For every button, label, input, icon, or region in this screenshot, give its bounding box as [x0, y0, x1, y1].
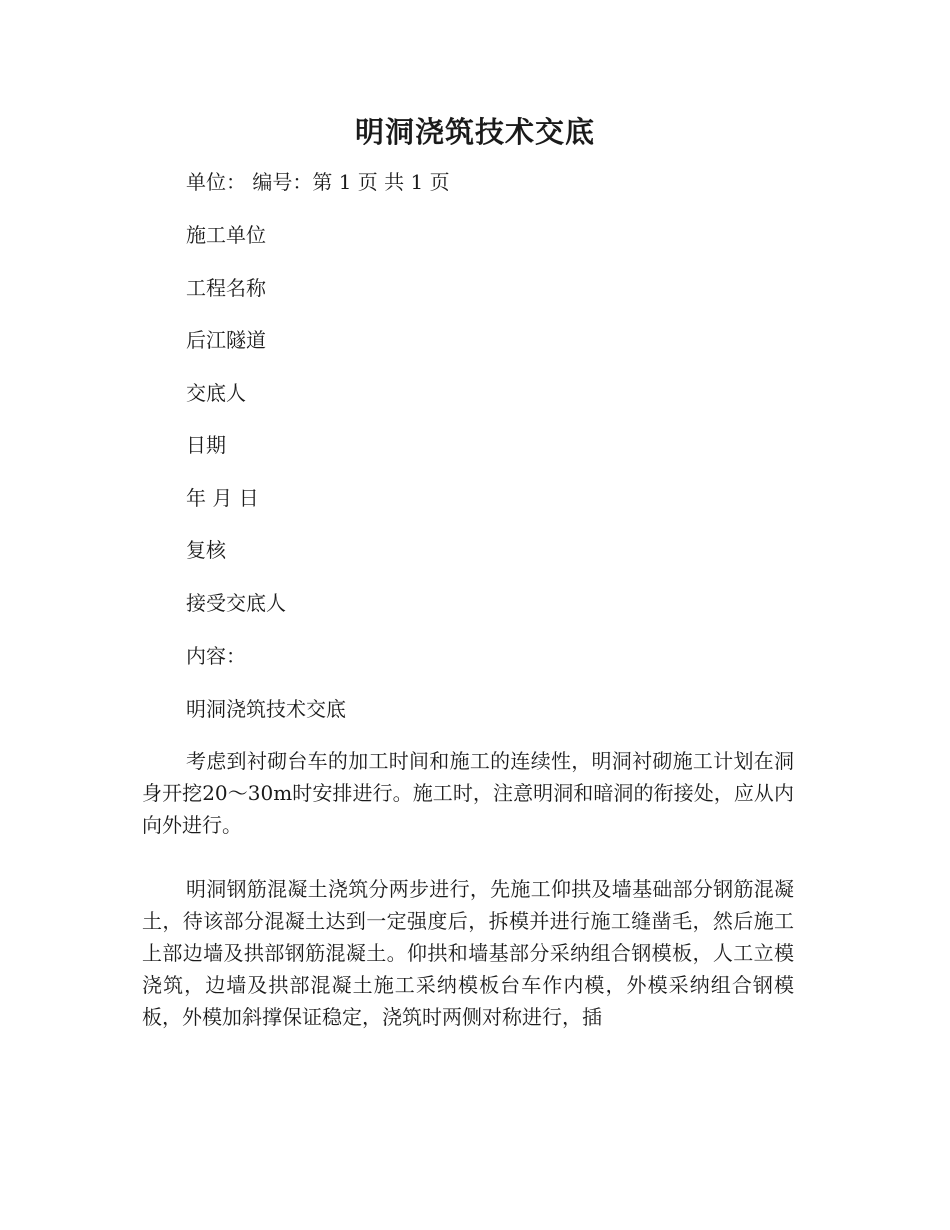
- paragraph-2: 明洞钢筋混凝土浇筑分两步进行，先施工仰拱及墙基础部分钢筋混凝土，待该部分混凝土达到一定强度后，拆模并进行施工缝凿毛，然后施工上部边墙及拱部钢筋混凝土。仰拱和墙基部分采纳组合钢模板，人工立模浇筑，边墙及拱部混凝土施工采纳模板台车作内模，外模采纳组合钢模板，外模加斜撑保证稳定，浇筑时两侧对称进行，插: [142, 877, 794, 1029]
- paragraph-1: 考虑到衬砌台车的加工时间和施工的连续性，明洞衬砌施工计划在洞身开挖20～30m时安排进行。施工时，注意明洞和暗洞的衔接处，应从内向外进行。: [142, 749, 794, 837]
- reviewer-label: 复核: [186, 538, 226, 562]
- content-label: 内容：: [186, 644, 246, 668]
- document-title: 明洞浇筑技术交底: [354, 115, 595, 149]
- project-name-label: 工程名称: [186, 276, 266, 300]
- date-label: 日期: [186, 433, 226, 457]
- construction-unit-label: 施工单位: [186, 223, 266, 247]
- project-name-value: 后江隧道: [186, 328, 266, 352]
- content-title: 明洞浇筑技术交底: [186, 697, 346, 721]
- receiver-label: 接受交底人: [186, 591, 286, 615]
- date-value: 年 月 日: [186, 486, 259, 510]
- presenter-label: 交底人: [186, 381, 246, 405]
- header-line: 单位： 编号：第 1 页 共 1 页: [186, 170, 450, 194]
